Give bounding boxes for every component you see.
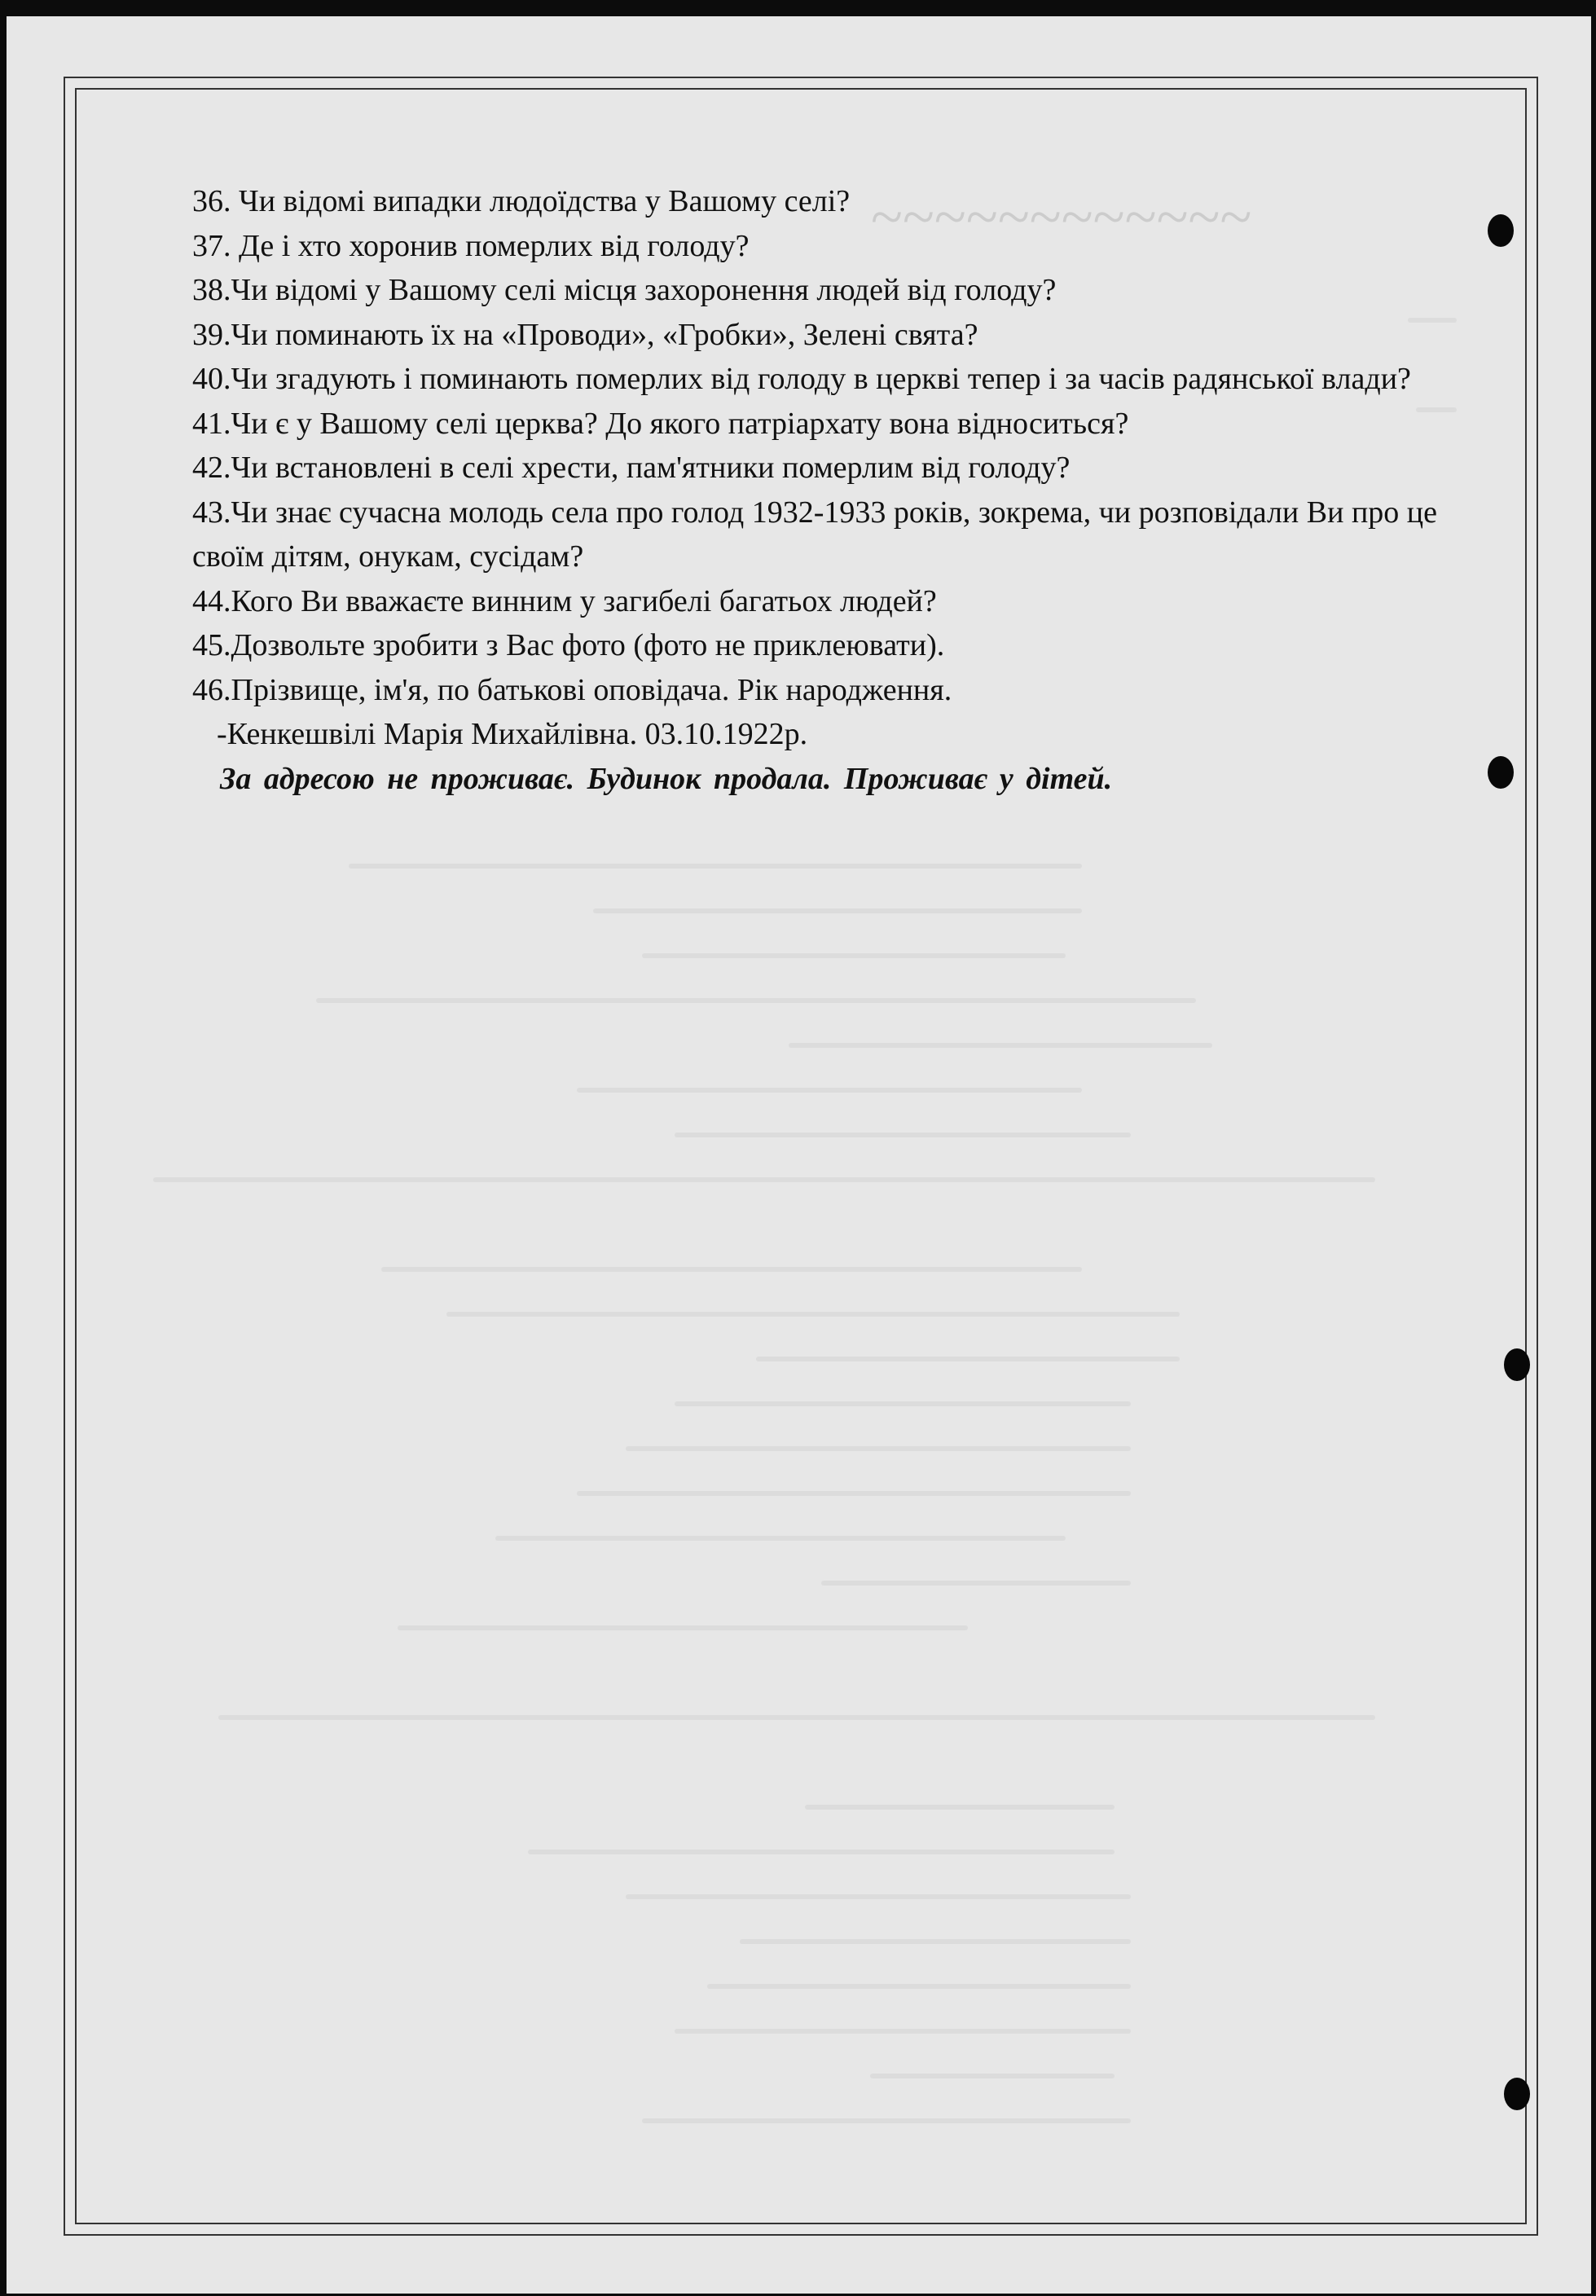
show-through-line <box>577 1491 1131 1496</box>
show-through-line <box>756 1357 1180 1361</box>
show-through-line <box>316 998 1196 1003</box>
show-through-line <box>446 1312 1180 1317</box>
question-41: 41.Чи є у Вашому селі церква? До якого патріархату вона відноситься? <box>192 406 1129 441</box>
respondent-name: -Кенкешвілі Марія Михайлівна. 03.10.1922р. <box>217 717 808 751</box>
question-40: 40.Чи згадують і поминають померлих від голоду в церкві тепер і за часів радянської влади? <box>192 362 1411 396</box>
show-through-line <box>593 908 1082 913</box>
show-through-line <box>349 864 1082 869</box>
question-43: 43.Чи знає сучасна молодь села про голод 1932-1933 років, зокрема, чи розповідали Ви про це своїм дітям, онукам, сусідам? <box>192 495 1437 574</box>
show-through-line <box>707 1984 1131 1989</box>
show-through-line <box>626 1446 1131 1451</box>
show-through-line <box>740 1939 1131 1944</box>
question-39: 39.Чи поминають їх на «Проводи», «Гробки», Зелені свята? <box>192 317 978 352</box>
punch-hole <box>1504 2078 1530 2110</box>
show-through-line <box>675 2029 1131 2034</box>
punch-hole <box>1504 1348 1530 1381</box>
question-45: 45.Дозвольте зробити з Вас фото (фото не приклеювати). <box>192 628 945 662</box>
show-through-line <box>153 1177 1375 1182</box>
show-through-line <box>675 1401 1131 1406</box>
show-through-line <box>381 1267 1082 1272</box>
question-46: 46.Прізвище, ім'я, по батькові оповідача. Рік народження. <box>192 672 952 707</box>
document-page <box>7 16 1591 2294</box>
show-through-line <box>528 1850 1115 1854</box>
show-through-line <box>821 1581 1131 1586</box>
show-through-line <box>642 953 1066 958</box>
show-through-line <box>626 1894 1131 1899</box>
question-36: 36. Чи відомі випадки людоїдства у Вашому селі? <box>192 184 851 218</box>
question-38: 38.Чи відомі у Вашому селі місця захоронення людей від голоду? <box>192 273 1057 307</box>
show-through-line <box>870 2074 1115 2078</box>
show-through-heading: ~~~~~~~~~~~~ <box>870 184 1251 249</box>
question-42: 42.Чи встановлені в селі хрести, пам'ятники померлим від голоду? <box>192 451 1071 485</box>
show-through-line <box>398 1625 968 1630</box>
show-through-line <box>495 1536 1066 1541</box>
show-through-line <box>218 1715 1375 1720</box>
show-through-line <box>577 1088 1082 1093</box>
punch-hole <box>1488 756 1514 789</box>
show-through-line <box>642 2118 1131 2123</box>
question-37: 37. Де і хто хоронив померлих від голоду? <box>192 228 750 263</box>
question-44: 44.Кого Ви вважаєте винним у загибелі багатьох людей? <box>192 583 937 618</box>
show-through-line <box>789 1043 1212 1048</box>
show-through-line <box>675 1133 1131 1137</box>
show-through-line <box>805 1805 1115 1810</box>
questionnaire-text <box>192 179 1463 801</box>
residence-note: За адресою не проживає. Будинок продала. Проживає у дітей. <box>220 761 1113 796</box>
punch-hole <box>1488 214 1514 247</box>
